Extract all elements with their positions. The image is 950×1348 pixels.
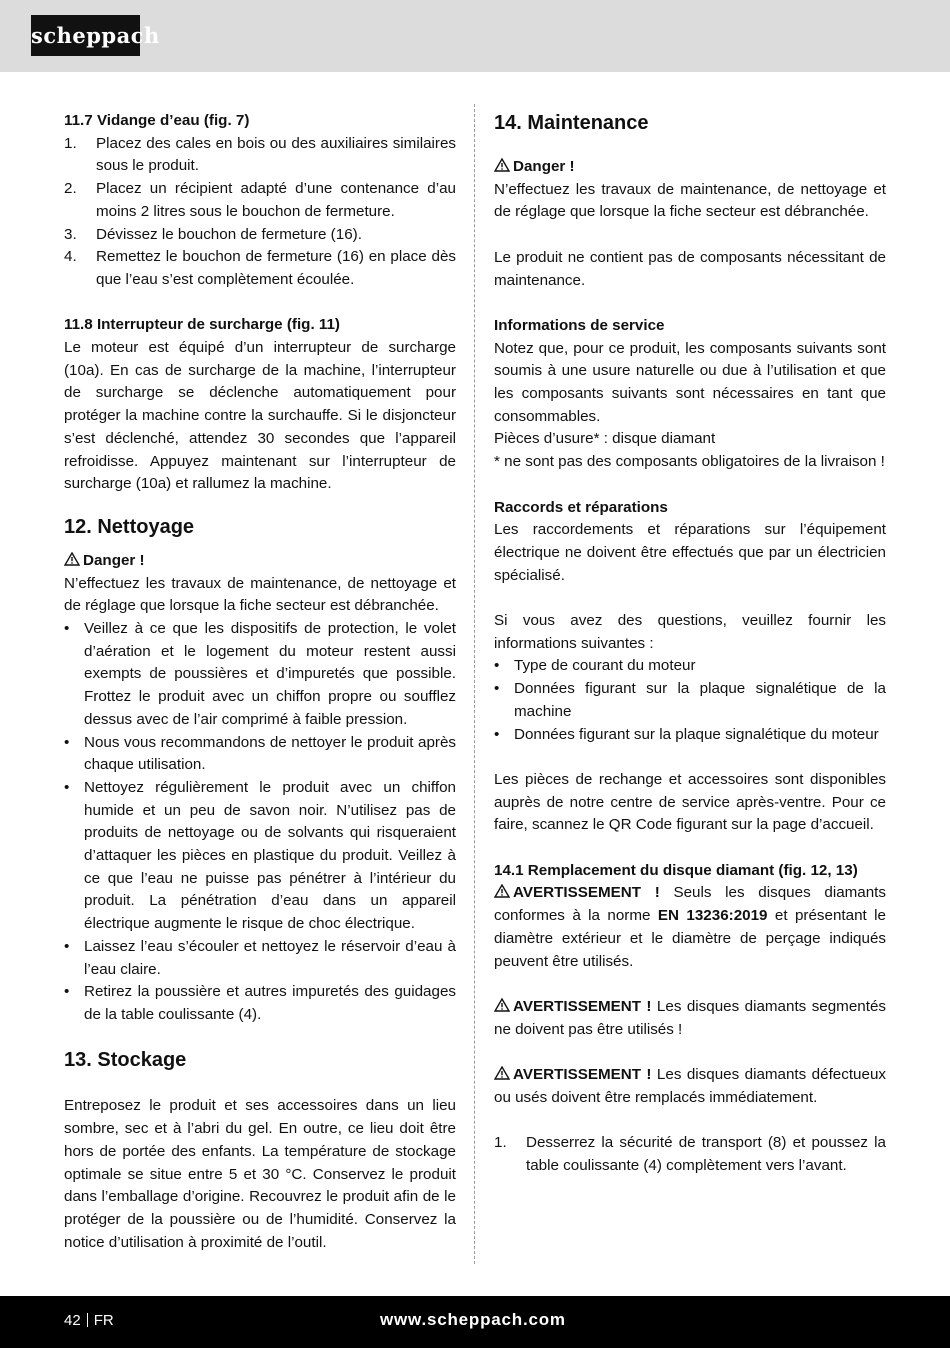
website-link[interactable]: www.scheppach.com [380, 1310, 566, 1329]
page-header [0, 0, 950, 72]
service-info-title: Informations de service [494, 316, 665, 334]
bullet-text: Nettoyez régulièrement le produit avec un chiffon humide et un peu de savon noir. N’utilisez pas de produits de nettoyage ou de solvants qui risqueraient d’attaquer les pièces en plastique du produit. Veillez à ce que l’eau ne puisse pas pénétrer à l’intérieur du produit. La pénétration d’eau dans un appareil électrique augmente le risque de choc électrique. [84, 778, 456, 933]
warning-text: Seuls les disques diamants conformes à la norme [494, 884, 886, 925]
step-number: 1. [494, 1134, 507, 1152]
scheppach-logo: scheppach [31, 15, 140, 56]
section-13-title: 13. Stockage [64, 1048, 187, 1071]
danger-text: Danger ! [513, 158, 575, 175]
cleaning-intro: N’effectuez les travaux de maintenance, de nettoyage et de réglage que lorsque la fiche secteur est débranchée. [64, 574, 456, 615]
list-item [64, 178, 456, 223]
danger-text: Danger ! [83, 551, 145, 569]
questions-paragraph: Si vous avez des questions, veuillez fournir les informations suivantes : [494, 612, 886, 652]
right-column [494, 110, 886, 1178]
left-column [64, 110, 456, 1254]
step-text: Placez des cales en bois ou des auxiliaires similaires sous le produit. [96, 134, 456, 175]
list-item [494, 678, 886, 723]
drain-steps-list [64, 133, 456, 292]
replacement-steps-list [494, 1132, 886, 1177]
warning-paragraph-1 [494, 882, 886, 973]
warning-triangle-icon [494, 158, 510, 172]
section-14-1-title: 14.1 Remplacement du disque diamant (fig. 12, 13) [494, 861, 858, 879]
bullet-mark: • [64, 733, 70, 751]
list-item [64, 133, 456, 178]
bullet-text: Données figurant sur la plaque signalétique de la machine [514, 680, 886, 720]
maintenance-intro: N’effectuez les travaux de maintenance, de nettoyage et de réglage que lorsque la fiche secteur est débranchée. [494, 180, 886, 221]
repairs-title: Raccords et réparations [494, 498, 668, 516]
list-item [64, 732, 456, 777]
step-number: 1. [64, 134, 77, 152]
step-number: 3. [64, 225, 77, 243]
bullet-text: Nous vous recommandons de nettoyer le produit après chaque utilisation. [84, 733, 456, 774]
service-info-body: Notez que, pour ce produit, les composants suivants sont soumis à une usure naturelle ou due à l’utilisation et que les composants suivants sont nécessaires en tant que consommables. [494, 339, 886, 425]
list-item [64, 618, 456, 732]
bullet-text: Retirez la poussière et autres impuretés des guidages de la table coulissante (4). [84, 983, 456, 1023]
bullet-mark: • [494, 657, 500, 675]
step-number: 4. [64, 248, 77, 266]
section-14-title: 14. Maintenance [494, 112, 649, 134]
separator [87, 1313, 88, 1327]
list-item [64, 777, 456, 936]
wear-parts: Pièces d’usure* : disque diamant [494, 430, 716, 448]
list-item [64, 936, 456, 981]
bullet-mark: • [494, 725, 500, 743]
wear-parts-footnote: * ne sont pas des composants obligatoires de la livraison ! [494, 453, 885, 471]
warning-text: Les disques diamants défectueux ou usés doivent être remplacés immédiatement. [494, 1066, 886, 1106]
list-item [494, 1132, 886, 1177]
step-text: Desserrez la sécurité de transport (8) et poussez la table coulissante (4) complètement vers l’avant. [526, 1134, 886, 1174]
list-item [494, 724, 886, 747]
no-maintenance-parts: Le produit ne contient pas de composants nécessitant de maintenance. [494, 248, 886, 289]
section-12-title: 12. Nettoyage [64, 515, 195, 538]
page-number-value: 42 [64, 1312, 81, 1329]
bullet-text: Veillez à ce que les dispositifs de protection, le volet d’aération et le logement du moteur restent aussi exempts de poussières et d’impuretés que possible. Frottez le produit avec un chiffon propre ou soufflez dessus avec de l’air comprimé à faible pression. [84, 620, 456, 728]
warning-triangle-icon [494, 1066, 510, 1080]
overload-paragraph: Le moteur est équipé d’un interrupteur de surcharge (10a). En cas de surcharge de la machine, l’interrupteur de surcharge se déclenche automatiquement pour protéger la machine contre la surchauffe. Si le disjoncteur s’est déclenché, attendez 30 secondes que l’appareil refroidisse. Appuyez maintenant sur l’interrupteur de surcharge (10a) et rallumez la machine. [64, 339, 456, 493]
warning-label: AVERTISSEMENT ! [513, 884, 660, 902]
page-footer [0, 1296, 950, 1348]
danger-label [64, 550, 456, 573]
step-text: Placez un récipient adapté d’une contenance d’au moins 2 litres sous le bouchon de fermeture. [96, 180, 456, 220]
bullet-mark: • [494, 680, 500, 698]
warning-paragraph-3 [494, 1064, 886, 1109]
standard-reference: EN 13236:2019 [657, 907, 768, 925]
info-list [494, 655, 886, 746]
warning-triangle-icon [64, 552, 80, 566]
list-item [64, 981, 456, 1026]
bullet-mark: • [64, 620, 70, 638]
column-divider [474, 104, 475, 1264]
warning-triangle-icon [494, 998, 510, 1012]
warning-label: AVERTISSEMENT ! [513, 997, 652, 1015]
list-item [64, 224, 456, 247]
section-11-7-title: 11.7 Vidange d’eau (fig. 7) [64, 112, 250, 129]
spare-parts-paragraph: Les pièces de rechange et accessoires sont disponibles auprès de notre centre de service après-ventre. Pour ce faire, scannez le QR Code figurant sur la page d’accueil. [494, 770, 886, 834]
list-item [494, 655, 886, 678]
storage-paragraph: Entreposez le produit et ses accessoires dans un lieu sombre, sec et à l’abri du gel. En outre, ce lieu doit être hors de portée des enfants. La température de stockage optimale se situe entre 5 et 30 °C. Conservez le produit dans l’emballage d’origine. Recouvrez le produit afin de le protéger de la poussière ou de l’humidité. Conservez la notice d’utilisation à proximité de l’outil. [64, 1097, 456, 1251]
repairs-body: Les raccordements et réparations sur l’équipement électrique ne doivent être effectués que par un électricien spécialisé. [494, 521, 886, 584]
list-item [64, 246, 456, 291]
bullet-mark: • [64, 983, 70, 1001]
bullet-mark: • [64, 778, 70, 796]
bullet-text: Données figurant sur la plaque signalétique du moteur [514, 725, 879, 743]
page-number [64, 1311, 114, 1331]
bullet-mark: • [64, 937, 70, 955]
warning-text: Les disques diamants segmentés ne doivent pas être utilisés ! [494, 997, 886, 1038]
step-number: 2. [64, 180, 77, 198]
warning-paragraph-2 [494, 996, 886, 1041]
cleaning-bullets [64, 618, 456, 1027]
warning-label: AVERTISSEMENT ! [513, 1066, 652, 1083]
step-text: Dévissez le bouchon de fermeture (16). [96, 225, 362, 243]
bullet-text: Type de courant du moteur [514, 657, 696, 675]
warning-triangle-icon [494, 884, 510, 898]
danger-label [494, 156, 886, 179]
step-text: Remettez le bouchon de fermeture (16) en place dès que l’eau s’est complètement écoulée. [96, 248, 456, 288]
warning-text: et présentant le diamètre extérieur et le diamètre de perçage indiqués peuvent être utilisés. [494, 907, 886, 970]
bullet-text: Laissez l’eau s’écouler et nettoyez le réservoir d’eau à l’eau claire. [84, 937, 456, 978]
language-code: FR [93, 1312, 114, 1329]
section-11-8-title: 11.8 Interrupteur de surcharge (fig. 11) [64, 316, 340, 334]
